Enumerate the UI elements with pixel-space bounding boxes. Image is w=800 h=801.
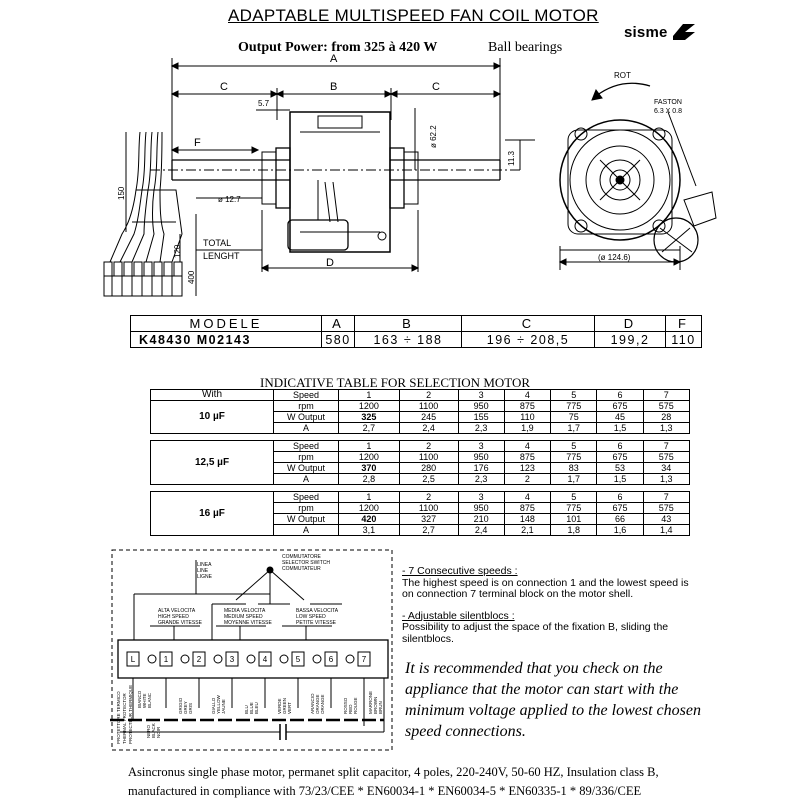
wire-label-red-0: ROSSO bbox=[343, 697, 348, 714]
footer bbox=[128, 763, 788, 801]
cell: 1,7 bbox=[551, 423, 597, 434]
bearings-label: Ball bearings bbox=[488, 40, 563, 55]
cell: 2,7 bbox=[399, 525, 458, 536]
model-value: K48430 M02143 bbox=[131, 332, 322, 348]
recommendation-note: It is recommended that you check on the appliance that the motor can start with the minimum voltage applied to the lowest chosen speed connections. bbox=[405, 660, 701, 740]
cell: 2,4 bbox=[399, 423, 458, 434]
wire-label-green-1: GREEN bbox=[282, 697, 287, 714]
cell: 2,4 bbox=[458, 525, 504, 536]
value-f: 110 bbox=[666, 332, 702, 348]
cell: 34 bbox=[643, 463, 689, 474]
wire-label-black-2: NOIR bbox=[156, 726, 161, 738]
cell: 3 bbox=[458, 390, 504, 401]
cell: 675 bbox=[597, 452, 643, 463]
cell: 66 bbox=[597, 514, 643, 525]
cell: 1100 bbox=[399, 401, 458, 412]
header-a: A bbox=[322, 316, 355, 332]
cell: 1100 bbox=[399, 503, 458, 514]
header-c: C bbox=[462, 316, 595, 332]
wiring-diagram bbox=[0, 548, 400, 762]
wire-label-brown-2: BRUN bbox=[378, 701, 383, 714]
cell: 1,6 bbox=[597, 525, 643, 536]
row-label: A bbox=[274, 423, 339, 434]
value-a: 580 bbox=[322, 332, 355, 348]
row-label: rpm bbox=[274, 452, 339, 463]
cell: 1,9 bbox=[504, 423, 550, 434]
high-speed-label-2: GRANDE VITESSE bbox=[158, 620, 202, 626]
wire-label-red-1: RED bbox=[348, 704, 353, 714]
cell: 2,8 bbox=[339, 474, 400, 485]
low-speed-label-0: BASSA VELOCITA bbox=[296, 608, 339, 614]
cell: 2,3 bbox=[458, 474, 504, 485]
wire-label-white-0: BIANCO bbox=[137, 690, 142, 708]
terminal-label-1: 1 bbox=[163, 655, 169, 664]
terminal-block bbox=[118, 640, 388, 678]
cell: 1,5 bbox=[597, 423, 643, 434]
cell: 675 bbox=[597, 503, 643, 514]
protector-label-0: PROTETTORE TERMICO bbox=[116, 691, 121, 744]
switch-label-2: COMMUTATEUR bbox=[282, 566, 321, 572]
cell: 1 bbox=[339, 492, 400, 503]
cell: 5 bbox=[551, 390, 597, 401]
terminal-label-l: L bbox=[130, 655, 136, 664]
cell: 83 bbox=[551, 463, 597, 474]
wire-label-blue-2: BLEU bbox=[254, 702, 259, 714]
dim-label-622: ø 62.2 bbox=[429, 125, 438, 148]
linea-label-2: LIGNE bbox=[197, 574, 213, 580]
dim-label-127: ø 12.7 bbox=[218, 195, 241, 204]
logo-text: sisme bbox=[624, 23, 668, 41]
switch-label-1: SELECTOR SWITCH bbox=[282, 560, 330, 566]
wire-connectors bbox=[104, 262, 182, 296]
cell: 875 bbox=[504, 503, 550, 514]
cell: 875 bbox=[504, 401, 550, 412]
cell: 123 bbox=[504, 463, 550, 474]
cell: 575 bbox=[643, 452, 689, 463]
cell: 7 bbox=[643, 492, 689, 503]
cell: 4 bbox=[504, 441, 550, 452]
cell: 875 bbox=[504, 452, 550, 463]
cell: 6 bbox=[597, 492, 643, 503]
cell: 6 bbox=[597, 390, 643, 401]
cell: 2 bbox=[399, 390, 458, 401]
note-silentblocs-heading: - Adjustable silentblocs : bbox=[402, 609, 515, 622]
total-length-label-1: TOTAL bbox=[203, 238, 232, 248]
cell: 155 bbox=[458, 412, 504, 423]
wire-label-blue-0: BLU bbox=[244, 705, 249, 714]
medium-speed-label-0: MEDIA VELOCITA bbox=[224, 608, 266, 614]
output-power-subtitle: Output Power: from 325 à 420 W bbox=[238, 40, 438, 55]
cell: 3,1 bbox=[339, 525, 400, 536]
header-d: D bbox=[595, 316, 666, 332]
cell: 950 bbox=[458, 452, 504, 463]
dim-label-400: 400 bbox=[187, 270, 196, 284]
cell: 2 bbox=[399, 492, 458, 503]
cell: 420 bbox=[339, 514, 400, 525]
wire-label-black-0: NERO bbox=[146, 724, 151, 738]
wire-label-yellow-1: YELLOW bbox=[216, 695, 221, 714]
motor-end-view bbox=[560, 83, 716, 270]
terminal-label-6: 6 bbox=[328, 655, 334, 664]
terminal-label-3: 3 bbox=[229, 655, 235, 664]
faston-label-1: FASTON bbox=[654, 99, 682, 106]
dim-label-b: B bbox=[330, 81, 338, 93]
total-length-label-2: LENGHT bbox=[203, 251, 240, 261]
cell: 53 bbox=[597, 463, 643, 474]
cell: 575 bbox=[643, 401, 689, 412]
cell: 675 bbox=[597, 401, 643, 412]
terminal-label-2: 2 bbox=[196, 655, 202, 664]
row-label: W Output bbox=[274, 412, 339, 423]
cell: 775 bbox=[551, 503, 597, 514]
cell: 210 bbox=[458, 514, 504, 525]
dim-label-c-right: C bbox=[432, 81, 440, 93]
row-label: Speed bbox=[274, 441, 339, 452]
cell: 950 bbox=[458, 503, 504, 514]
cell: 1200 bbox=[339, 503, 400, 514]
cell: 75 bbox=[551, 412, 597, 423]
cell: 775 bbox=[551, 401, 597, 412]
high-speed-label-0: ALTA VELOCITA bbox=[158, 608, 196, 614]
model-header: MODELE bbox=[131, 316, 322, 332]
protector-label-2: PROTECTEUR THERMIQUE bbox=[128, 684, 133, 744]
linea-label-0: LINEA bbox=[197, 562, 212, 568]
dim-label-d: D bbox=[326, 257, 334, 269]
dim-label-120: 120 bbox=[173, 244, 182, 258]
row-label: Speed bbox=[274, 390, 339, 401]
cell: 2,7 bbox=[339, 423, 400, 434]
cell: 280 bbox=[399, 463, 458, 474]
value-d: 199,2 bbox=[595, 332, 666, 348]
cell: 950 bbox=[458, 401, 504, 412]
wire-label-grey-0: GRIGIO bbox=[178, 697, 183, 714]
wire-label-blue-1: BLUE bbox=[249, 702, 254, 714]
dim-label-113: 11.3 bbox=[507, 151, 516, 166]
row-label: W Output bbox=[274, 514, 339, 525]
cell: 1,8 bbox=[551, 525, 597, 536]
row-label: A bbox=[274, 525, 339, 536]
wire-label-brown-1: BROWN bbox=[373, 696, 378, 714]
header-b: B bbox=[355, 316, 462, 332]
selection-table bbox=[150, 389, 690, 536]
cell: 2,1 bbox=[504, 525, 550, 536]
cell: 7 bbox=[643, 441, 689, 452]
low-speed-label-1: LOW SPEED bbox=[296, 614, 326, 620]
wire-label-white-2: BLANC bbox=[147, 692, 152, 708]
cell: 1200 bbox=[339, 452, 400, 463]
cell: 2 bbox=[399, 441, 458, 452]
with-header: With bbox=[151, 390, 274, 401]
footer-line-1: Asincronus single phase motor, permanet split capacitor, 4 poles, 220-240V, 50-60 HZ, Insulation class B, bbox=[128, 765, 659, 779]
cell: 575 bbox=[643, 503, 689, 514]
switch-label-0: COMMUTATORE bbox=[282, 554, 321, 560]
cell: 1 bbox=[339, 390, 400, 401]
selection-table-wrap bbox=[150, 389, 690, 536]
dim-label-57: 5.7 bbox=[258, 99, 270, 108]
cell: 327 bbox=[399, 514, 458, 525]
cell: 4 bbox=[504, 492, 550, 503]
terminal-label-4: 4 bbox=[262, 655, 268, 664]
cell: 2 bbox=[504, 474, 550, 485]
page-title: ADAPTABLE MULTISPEED FAN COIL MOTOR bbox=[228, 6, 599, 25]
wire-label-grey-2: GRIS bbox=[188, 702, 193, 714]
terminal-label-7: 7 bbox=[361, 655, 367, 664]
wire-label-brown-0: MARRONE bbox=[368, 690, 373, 714]
cell: 775 bbox=[551, 452, 597, 463]
row-label: Speed bbox=[274, 492, 339, 503]
dia-1246-label: (ø 124.6) bbox=[598, 253, 631, 262]
dim-label-150: 150 bbox=[117, 186, 126, 200]
cell: 3 bbox=[458, 441, 504, 452]
protector-label-1: THERMAL PROTECTOR bbox=[122, 693, 127, 744]
cell: 1200 bbox=[339, 401, 400, 412]
wire-label-red-2: ROUGE bbox=[353, 697, 358, 714]
cell: 28 bbox=[643, 412, 689, 423]
dim-label-a: A bbox=[330, 53, 338, 65]
wire-label-white-1: WHITE bbox=[142, 693, 147, 708]
cell: 325 bbox=[339, 412, 400, 423]
row-label: rpm bbox=[274, 401, 339, 412]
wire-label-green-0: VERDE bbox=[277, 698, 282, 714]
wire-label-black-1: BLACK bbox=[151, 723, 156, 738]
note-speeds-body: The highest speed is on connection 1 and the lowest speed is on connection 7 terminal block on the motor shell. bbox=[402, 576, 689, 600]
motor-technical-drawing bbox=[0, 0, 800, 312]
cell: 245 bbox=[399, 412, 458, 423]
wire-label-yellow-0: GIALLO bbox=[211, 697, 216, 714]
header-f: F bbox=[666, 316, 702, 332]
cell: 6 bbox=[597, 441, 643, 452]
cell: 148 bbox=[504, 514, 550, 525]
capacitor-label: 16 µF bbox=[151, 492, 274, 536]
dim-label-f: F bbox=[194, 137, 201, 149]
cell: 1,5 bbox=[597, 474, 643, 485]
cell: 1100 bbox=[399, 452, 458, 463]
linea-label-1: LINE bbox=[197, 568, 209, 574]
dim-label-c-left: C bbox=[220, 81, 228, 93]
cell: 7 bbox=[643, 390, 689, 401]
row-label: W Output bbox=[274, 463, 339, 474]
cell: 3 bbox=[458, 492, 504, 503]
value-b: 163 ÷ 188 bbox=[355, 332, 462, 348]
footer-line-2: manufactured in compliance with 73/23/CEE * EN60034-1 * EN60034-5 * EN60335-1 * 89/336/CEE bbox=[128, 784, 642, 798]
note-silentblocs-body: Possibility to adjust the space of the fixation B, sliding the silentblocs. bbox=[402, 621, 669, 645]
cell: 370 bbox=[339, 463, 400, 474]
cell: 110 bbox=[504, 412, 550, 423]
cell: 2,3 bbox=[458, 423, 504, 434]
cell: 2,5 bbox=[399, 474, 458, 485]
terminal-label-5: 5 bbox=[295, 655, 301, 664]
cell: 5 bbox=[551, 492, 597, 503]
wire-label-grey-1: GREY bbox=[183, 701, 188, 714]
wire-label-yellow-2: JAUNE bbox=[221, 699, 226, 714]
row-label: A bbox=[274, 474, 339, 485]
high-speed-label-1: HIGH SPEED bbox=[158, 614, 189, 620]
faston-label-2: 6.3 X 0.8 bbox=[654, 108, 683, 115]
medium-speed-label-2: MOYENNE VITESSE bbox=[224, 620, 272, 626]
cell: 4 bbox=[504, 390, 550, 401]
cell: 43 bbox=[643, 514, 689, 525]
cell: 5 bbox=[551, 441, 597, 452]
wire-label-orange-1: ORANGE bbox=[315, 694, 320, 714]
rot-label: ROT bbox=[614, 71, 631, 80]
cell: 101 bbox=[551, 514, 597, 525]
capacitor-label: 10 µF bbox=[151, 401, 274, 434]
cell: 176 bbox=[458, 463, 504, 474]
cell: 1,7 bbox=[551, 474, 597, 485]
low-speed-label-2: PETITE VITESSE bbox=[296, 620, 337, 626]
wire-label-orange-2: ORANGE bbox=[320, 694, 325, 714]
model-dimensions-table bbox=[130, 315, 702, 348]
note-speeds-heading: - 7 Consecutive speeds : bbox=[402, 565, 518, 577]
cell: 45 bbox=[597, 412, 643, 423]
cell: 1,4 bbox=[643, 525, 689, 536]
medium-speed-label-1: MEDIUM SPEED bbox=[224, 614, 263, 620]
cell: 1,3 bbox=[643, 423, 689, 434]
selection-table-caption: INDICATIVE TABLE FOR SELECTION MOTOR bbox=[260, 375, 531, 390]
cell: 1,3 bbox=[643, 474, 689, 485]
notes-block bbox=[402, 566, 692, 645]
wire-label-green-2: VERT bbox=[287, 702, 292, 714]
value-c: 196 ÷ 208,5 bbox=[462, 332, 595, 348]
capacitor-label: 12,5 µF bbox=[151, 441, 274, 485]
row-label: rpm bbox=[274, 503, 339, 514]
cell: 1 bbox=[339, 441, 400, 452]
wire-label-orange-0: ARANCIO bbox=[310, 693, 315, 714]
